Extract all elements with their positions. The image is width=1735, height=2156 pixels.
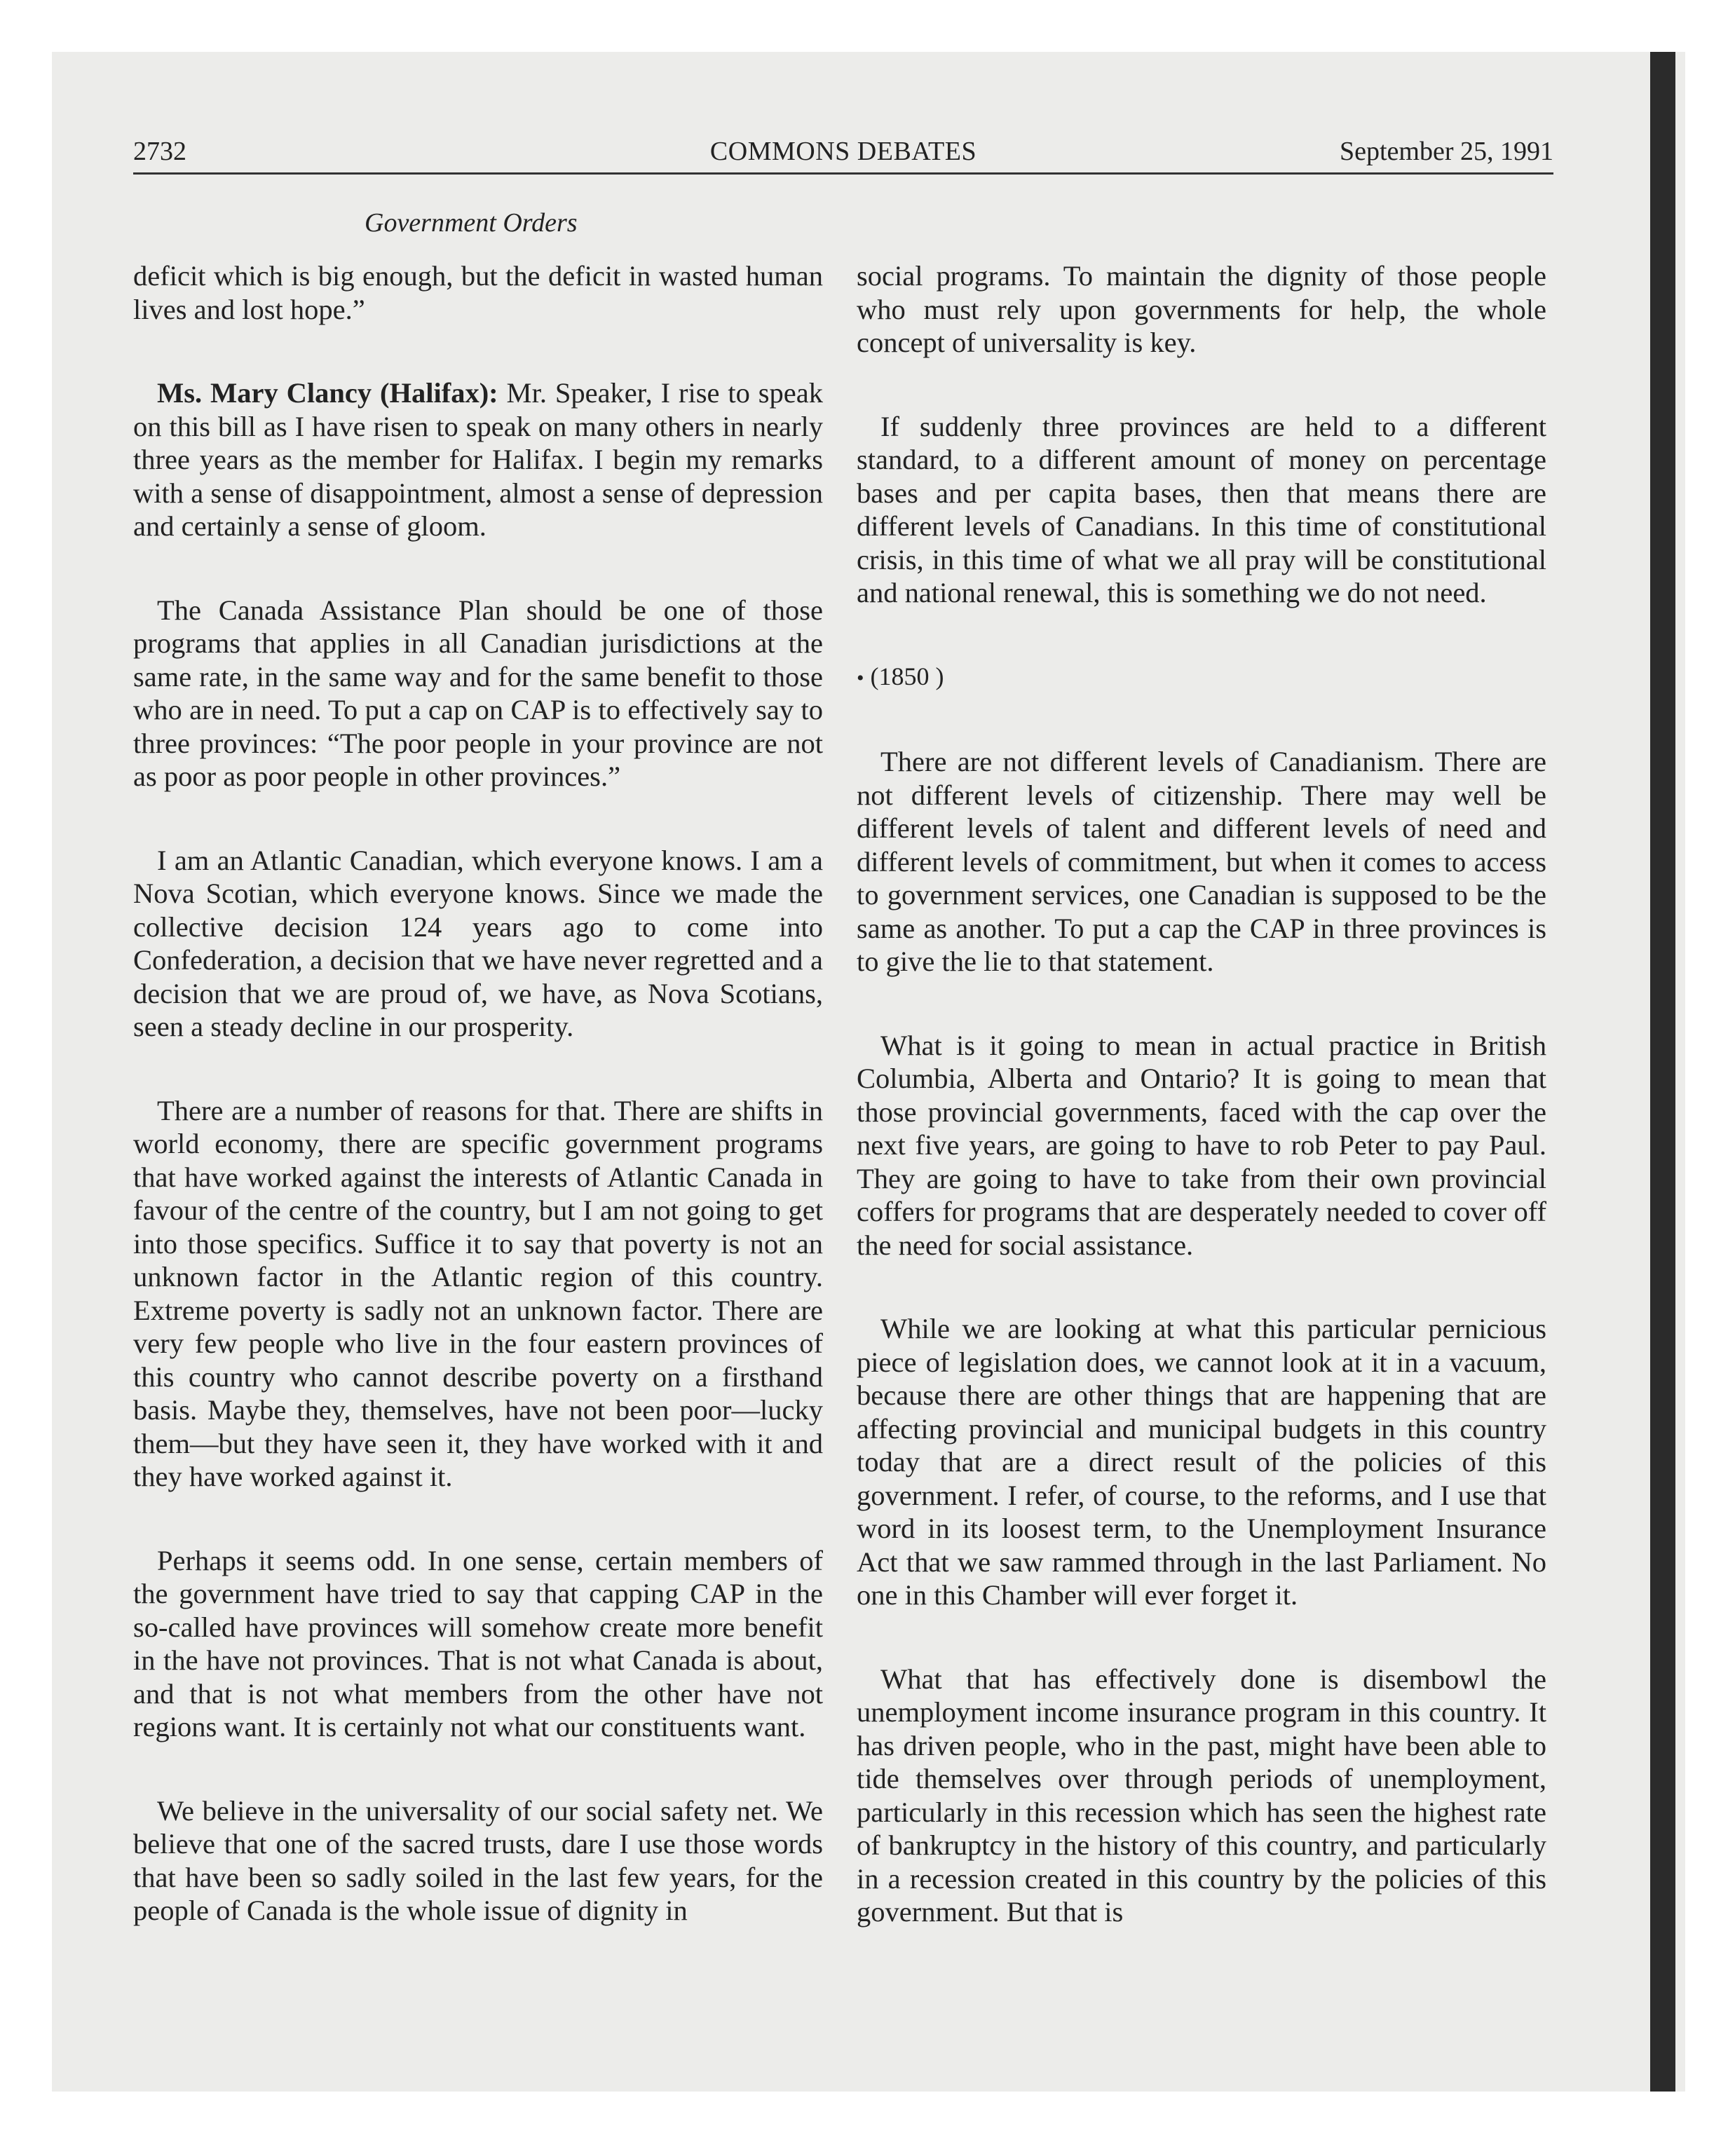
paragraph: What that has effectively done is disembowl the unemployment income insurance program in this country. It has driven people, who in the past, might have been able to tide themselves over through periods of unemployment, particularly in this recession which has seen the highest rate of bankruptcy in the history of this country, and particularly in a recession created in this country by the policies of this government. But that is [857,1663,1546,1928]
speaker-paragraph [133,376,823,543]
paragraph: I am an Atlantic Canadian, which everyone knows. I am a Nova Scotian, which everyone knows. Since we made the collective decision 124 years ago to come into Confederation, a decision that we have never regretted and a decision that we are proud of, we have, as Nova Scotians, seen a steady decline in our prosperity. [133,844,823,1042]
paragraph: The Canada Assistance Plan should be one of those programs that applies in all Canadian jurisdictions at the same rate, in the same way and for the same benefit to those who are in need. To put a cap on CAP is to effectively say to three provinces: “The poor people in your province are not as poor as poor people in other provinces.” [133,594,823,792]
paragraph: social programs. To maintain the dignity of those people who must rely upon governments for help, the whole concept of universality is key. [857,260,1546,358]
paragraph: deficit which is big enough, but the deficit in wasted human lives and lost hope.” [133,260,823,325]
left-column [133,259,823,1928]
publication-date: September 25, 1991 [1339,137,1553,166]
speaker-name: Ms. Mary Clancy (Halifax): [157,377,498,409]
time-marker-text: (1850 ) [870,662,944,690]
paragraph: Perhaps it seems odd. In one sense, certain members of the government have tried to say that capping CAP in the so-called have provinces will somehow create more benefit in the have not provinces. That is not what Canada is about, and that is not what members from the other have not regions want. It is certainly not what our constituents want. [133,1544,823,1742]
time-marker [857,660,1546,695]
page-header [133,136,1553,175]
bullet-icon: • [857,666,864,690]
page-number: 2732 [133,137,186,166]
paragraph: We believe in the universality of our social safety net. We believe that one of the sacred trusts, dare I use those words that have been so sadly soiled in the last few years, for the people of Canada is the whole issue of dignity in [133,1794,823,1926]
speech-text: Mr. Speaker, I rise to speak on this bill as I have risen to speak on many others in nearly three years as the member for Halifax. I begin my remarks with a sense of disappointment, almost a sense of depression and certainly a sense of gloom. [133,377,823,542]
right-column [857,259,1546,1929]
paragraph: What is it going to mean in actual practice in British Columbia, Alberta and Ontario? It is going to mean that those provincial governments, faced with the cap over the next five years, are going to have to rob Peter to pay Paul. They are going to have to take from their own provincial coffers for programs that are desperately needed to cover off the need for social assistance. [857,1029,1546,1261]
paragraph: There are not different levels of Canadianism. There are not different levels of citizenship. There may well be different levels of talent and different levels of need and different levels of commitment, but when it comes to access to government services, one Canadian is supposed to be the same as another. To put a cap the CAP in three provinces is to give the lie to that statement. [857,746,1546,977]
section-title: Government Orders [365,208,578,238]
publication-title: COMMONS DEBATES [709,137,977,166]
paragraph: There are a number of reasons for that. There are shifts in world economy, there are specific government programs that have worked against the interests of Atlantic Canada in favour of the centre of the country, but I am not going to get into those specifics. Suffice it to say that poverty is not an unknown factor in the Atlantic region of this country. Extreme poverty is sadly not an unknown factor. There are very few people who live in the four eastern provinces of this country who cannot describe poverty on a firsthand basis. Maybe they, themselves, have not been poor—lucky them—but they have seen it, they have worked with it and they have worked against it. [133,1094,823,1492]
paragraph: If suddenly three provinces are held to a different standard, to a different amount of money on percentage bases and per capita bases, then that means there are different levels of Canadians. In this time of constitutional crisis, in this time of what we all pray will be constitutional and national renewal, this is something we do not need. [857,410,1546,608]
paragraph: While we are looking at what this particular pernicious piece of legislation does, we cannot look at it in a vacuum, because there are other things that are happening that are affecting provincial and municipal budgets in this country today that are a direct result of the policies of this government. I refer, of course, to the reforms, and I use that word in its loosest term, to the Unemployment Insurance Act that we saw rammed through in the last Parliament. No one in this Chamber will ever forget it. [857,1313,1546,1611]
